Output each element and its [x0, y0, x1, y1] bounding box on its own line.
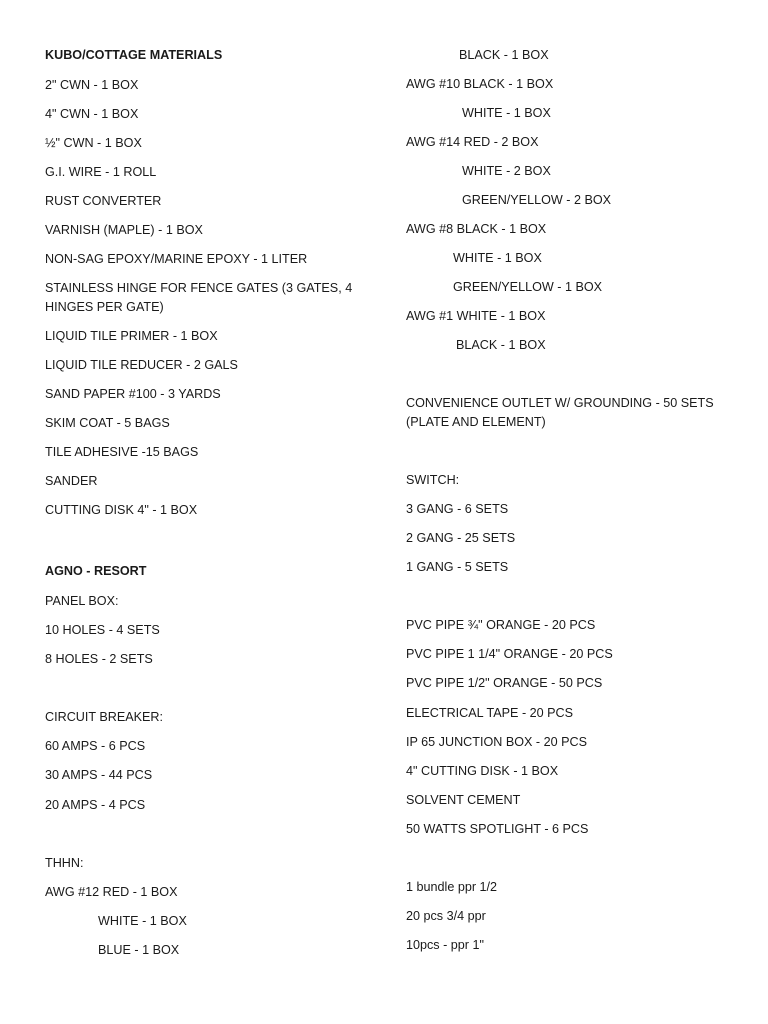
list-item: NON-SAG EPOXY/MARINE EPOXY - 1 LITER: [45, 252, 308, 266]
list-item: LIQUID TILE REDUCER - 2 GALS: [45, 358, 238, 372]
list-item: PVC PIPE ¾" ORANGE - 20 PCS: [406, 618, 596, 632]
list-item: CUTTING DISK 4" - 1 BOX: [45, 503, 198, 517]
list-item: 2" CWN - 1 BOX: [45, 78, 139, 92]
section-label: THHN:: [45, 856, 84, 870]
list-item: ½" CWN - 1 BOX: [45, 136, 142, 150]
section-label: PANEL BOX:: [45, 594, 119, 608]
list-item: 20 AMPS - 4 PCS: [45, 798, 146, 812]
list-item: 8 HOLES - 2 SETS: [45, 652, 153, 666]
list-item: G.I. WIRE - 1 ROLL: [45, 165, 157, 179]
heading-agno-resort: AGNO - RESORT: [45, 564, 147, 578]
list-item: VARNISH (MAPLE) - 1 BOX: [45, 223, 203, 237]
list-item: PVC PIPE 1/2" ORANGE - 50 PCS: [406, 676, 603, 690]
list-item: AWG #10 BLACK - 1 BOX: [406, 77, 554, 91]
list-item: 3 GANG - 6 SETS: [406, 502, 509, 516]
list-item: SOLVENT CEMENT: [406, 793, 521, 807]
list-item: 10pcs - ppr 1": [406, 938, 484, 952]
list-item: WHITE - 1 BOX: [98, 914, 187, 928]
list-item: AWG #8 BLACK - 1 BOX: [406, 222, 547, 236]
list-item: GREEN/YELLOW - 1 BOX: [453, 280, 603, 294]
list-item: 10 HOLES - 4 SETS: [45, 623, 160, 637]
list-item: AWG #12 RED - 1 BOX: [45, 885, 178, 899]
list-item: SANDER: [45, 474, 98, 488]
list-item: SAND PAPER #100 - 3 YARDS: [45, 387, 221, 401]
list-item: ELECTRICAL TAPE - 20 PCS: [406, 706, 574, 720]
list-item: 30 AMPS - 44 PCS: [45, 768, 153, 782]
list-item: 60 AMPS - 6 PCS: [45, 739, 146, 753]
list-item: 50 WATTS SPOTLIGHT - 6 PCS: [406, 822, 589, 836]
list-item: RUST CONVERTER: [45, 194, 162, 208]
list-item: LIQUID TILE PRIMER - 1 BOX: [45, 329, 218, 343]
list-item: WHITE - 2 BOX: [462, 164, 551, 178]
list-item: SKIM COAT - 5 BAGS: [45, 416, 170, 430]
list-item: IP 65 JUNCTION BOX - 20 PCS: [406, 735, 588, 749]
list-item: CONVENIENCE OUTLET W/ GROUNDING - 50 SETS (PLATE AND ELEMENT): [406, 396, 714, 429]
list-item: AWG #1 WHITE - 1 BOX: [406, 309, 546, 323]
list-item: 4" CUTTING DISK - 1 BOX: [406, 764, 559, 778]
list-item: 1 bundle ppr 1/2: [406, 880, 498, 894]
list-item: BLACK - 1 BOX: [456, 338, 546, 352]
section-label: SWITCH:: [406, 473, 460, 487]
list-item: TILE ADHESIVE -15 BAGS: [45, 445, 199, 459]
section-label: CIRCUIT BREAKER:: [45, 710, 164, 724]
list-item: 20 pcs 3/4 ppr: [406, 909, 486, 923]
list-item: BLACK - 1 BOX: [459, 48, 549, 62]
list-item: GREEN/YELLOW - 2 BOX: [462, 193, 612, 207]
list-item: 2 GANG - 25 SETS: [406, 531, 516, 545]
list-item: WHITE - 1 BOX: [462, 106, 551, 120]
list-item: STAINLESS HINGE FOR FENCE GATES (3 GATES, 4 HINGES PER GATE): [45, 281, 353, 314]
list-item: WHITE - 1 BOX: [453, 251, 542, 265]
list-item: PVC PIPE 1 1/4" ORANGE - 20 PCS: [406, 647, 613, 661]
list-item: BLUE - 1 BOX: [98, 943, 180, 957]
heading-kubo-cottage-materials: KUBO/COTTAGE MATERIALS: [45, 48, 223, 62]
list-item: 1 GANG - 5 SETS: [406, 560, 509, 574]
list-item: AWG #14 RED - 2 BOX: [406, 135, 539, 149]
list-item: 4" CWN - 1 BOX: [45, 107, 139, 121]
